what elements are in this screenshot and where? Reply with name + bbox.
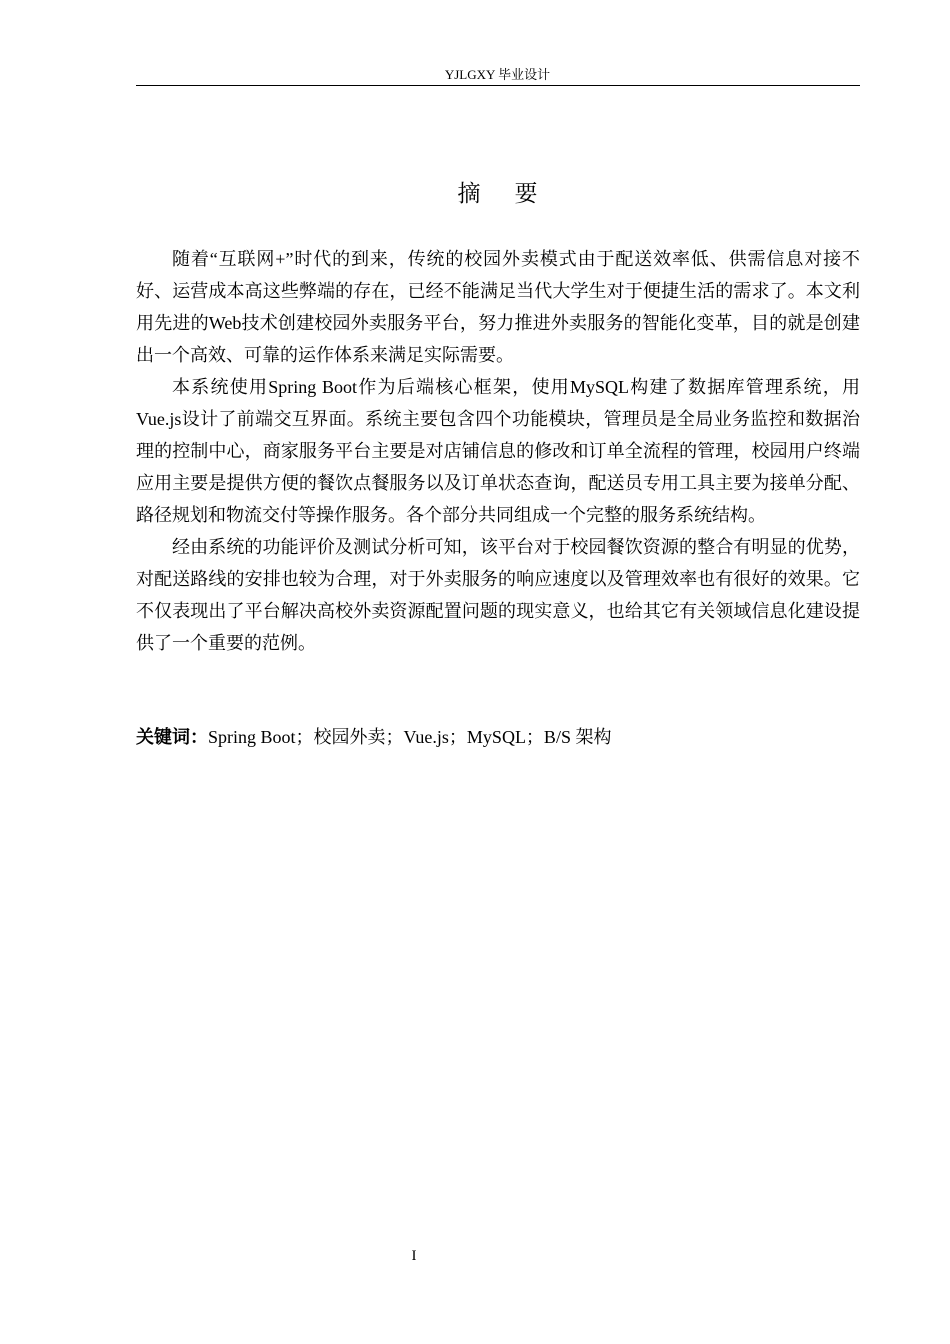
abstract-body	[136, 243, 860, 659]
keywords-label: 关键词：	[136, 727, 208, 747]
abstract-title	[0, 178, 950, 210]
abstract-paragraph-1: 随着“互联网+”时代的到来，传统的校园外卖模式由于配送效率低、供需信息对接不好、运营成本高这些弊端的存在，已经不能满足当代大学生对于便捷生活的需求了。本文利用先进的Web技术创建校园外卖服务平台，努力推进外卖服务的智能化变革，目的就是创建出一个高效、可靠的运作体系来满足实际需要。	[136, 249, 860, 365]
page-number: I	[411, 1248, 417, 1264]
keywords-line	[136, 721, 860, 753]
header-rule	[136, 85, 860, 86]
abstract-paragraph-2: 本系统使用Spring Boot作为后端核心框架，使用MySQL构建了数据库管理系统，用Vue.js设计了前端交互界面。系统主要包含四个功能模块，管理员是全局业务监控和数据治理的控制中心，商家服务平台主要是对店铺信息的修改和订单全流程的管理，校园用户终端应用主要是提供方便的餐饮点餐服务以及订单状态查询，配送员专用工具主要为接单分配、路径规划和物流交付等操作服务。各个部分共同组成一个完整的服务系统结构。	[136, 377, 860, 525]
title-char-2: 要	[514, 181, 538, 207]
abstract-paragraph-3: 经由系统的功能评价及测试分析可知，该平台对于校园餐饮资源的整合有明显的优势，对配送路线的安排也较为合理，对于外卖服务的响应速度以及管理效率也有很好的效果。它不仅表现出了平台解决高校外卖资源配置问题的现实意义，也给其它有关领域信息化建设提供了一个重要的范例。	[136, 537, 860, 653]
page-header: YJLGXY 毕业设计	[444, 67, 551, 82]
keywords-value: Spring Boot；校园外卖；Vue.js；MySQL；B/S 架构	[208, 727, 612, 747]
title-char-1: 摘	[457, 181, 481, 207]
